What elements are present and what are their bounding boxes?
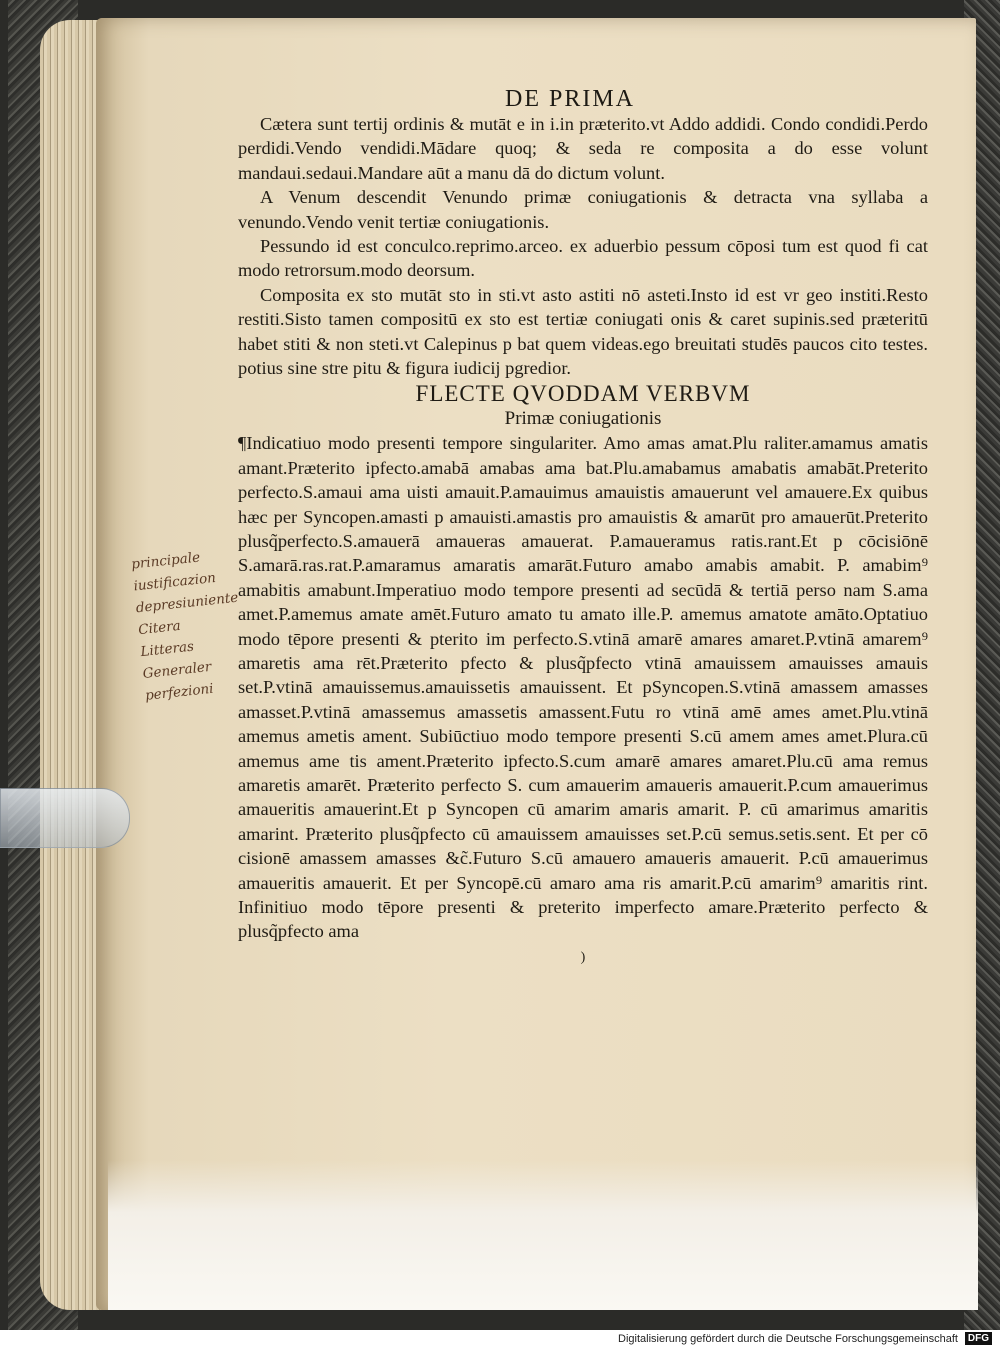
conjugation-body: ¶Indicatiuo modo presenti tempore singulariter. Amo amas amat.Plu raliter.amamus amatis amant.Præterito ipfecto.amabā amabas ama bat.Plu.amabamus amabatis amabāt.Preterito perfecto.S.amaui ama uisti amauit.P.amauimus amauistis amauerunt vel amauere.Ex quibus hæc per Syncopen.amasti p amauisti.amastis pro amauistis & amarūt pro amauerūt.Preterito plusq̃perfecto.S.amauerā amaueras amauerat. P.amaueramus ratis.rant.Et p cōcisiōnē S.amarā.ras.rat.P.amaramus amaratis amarāt.Futuro amabo amabis amabit. P. amabim⁹ amabitis amabunt.Imperatiuo modo tempore presenti ad secūdā & tertiā perso nam S.ama amet.P.amemus amate amēt.Futuro amato tu amato ille.P. amemus amatote amāto.Optatiuo modo tēpore presenti & pterito im perfecto.S.vtinā amarē amares amaret.P.vtinā amarem⁹ amaretis ama rēt.Præterito pfecto & plusq̃pfecto vtinā amauissem amauisses amauis set.P.vtinā amauissemus.amauissetis amauissent. Et pSyncopen.S.vtinā amassem amasses amasset.P.vtinā amassemus amassetis amassent.Futu ro vtinā amē ames amet.Plu.vtinā amemus ametis ament. Subiūctiuo modo tempore presenti S.cū amem ames amet.Plura.cū amemus ame tis ament.Præterito ipfecto.S.cum amarē amares amaret.Plu.cū ama remus amaretis amarēt. Præterito perfecto S. cum amauerim amaueris amauerit.P.cum amauerimus amaueritis amauerint.Et p Syncopen cū amarim amaris amarit. P. cū amarimus amaritis amarint. Præterito plusq̃pfecto cū amauissem amauisses set.P.cū semus.setis.sent. Et per cō cisionē amassem amasses &c̃.Futuro S.cū amauero amaueris amauerit. P.cū amauerimus amaueritis amauerit. Et per Syncopē.cū amaro ama ris amarit.P.cū amarim⁹ amaritis rint. Infinitiuo modo tēpore presenti & preterito imperfecto amare.Præterito perfecto & plusq̃pfecto ama — [238, 433, 928, 942]
folio-mark: ) — [580, 949, 586, 965]
marginal-note: principale — [130, 549, 201, 573]
page-clip — [0, 788, 130, 848]
marginal-note: Citera — [137, 617, 182, 639]
paragraph-4: Composita ex sto mutāt sto in sti.vt asto astiti nō asteti.Insto id est vr geo institi.Resto restiti.Sisto tamen compositū ex sto est tertiæ coniugati onis & caret supinis.sed præteritū habet stiti & non steti.vt Calepinus p bat quem videas.ego breuitati studēs paucos cito testes. potius sine stre pitu & figura iudicij pgredior. — [238, 284, 928, 379]
paragraph-3: Pessundo id est conculco.reprimo.arceo. ex aduerbio pessum cōposi tum est quod fi cat modo retrorsum.modo deorsum. — [238, 236, 928, 281]
section-title: FLECTE QVODDAM VERBVM — [415, 381, 751, 407]
marginal-note: Litteras — [139, 638, 195, 661]
marginal-note: depresiuniente — [135, 589, 240, 617]
page-damage — [108, 1160, 978, 1310]
running-header: DE PRIMA — [505, 86, 636, 112]
dfg-logo: DFG — [965, 1332, 992, 1345]
funding-credit: Digitalisierung gefördert durch die Deutsche Forschungsgemeinschaft — [618, 1333, 958, 1345]
paragraph-2: A Venum descendit Venundo primæ coniugationis & detracta vna syllaba a venundo.Vendo venit tertiæ coniugationis. — [238, 187, 928, 232]
marginal-notes — [130, 543, 246, 707]
footer-bar — [0, 1330, 1000, 1350]
marginal-note: Generaler — [142, 658, 213, 682]
marginal-note: perfezioni — [144, 680, 215, 704]
paragraph-1: Cætera sunt tertij ordinis & mutāt e in i.in præterito.vt Addo addidi. Condo condidi.Perdo perdidi.Vendo vendidi.Mādare quoq; & seda re composita a do esse volunt mandaui.sedaui.Mandare aūt a manu dā do dictum volunt. — [238, 114, 928, 183]
page-text — [238, 112, 928, 970]
marginal-note: iustificazion — [132, 569, 217, 595]
section-subtitle: Primæ coniugationis — [504, 407, 662, 429]
